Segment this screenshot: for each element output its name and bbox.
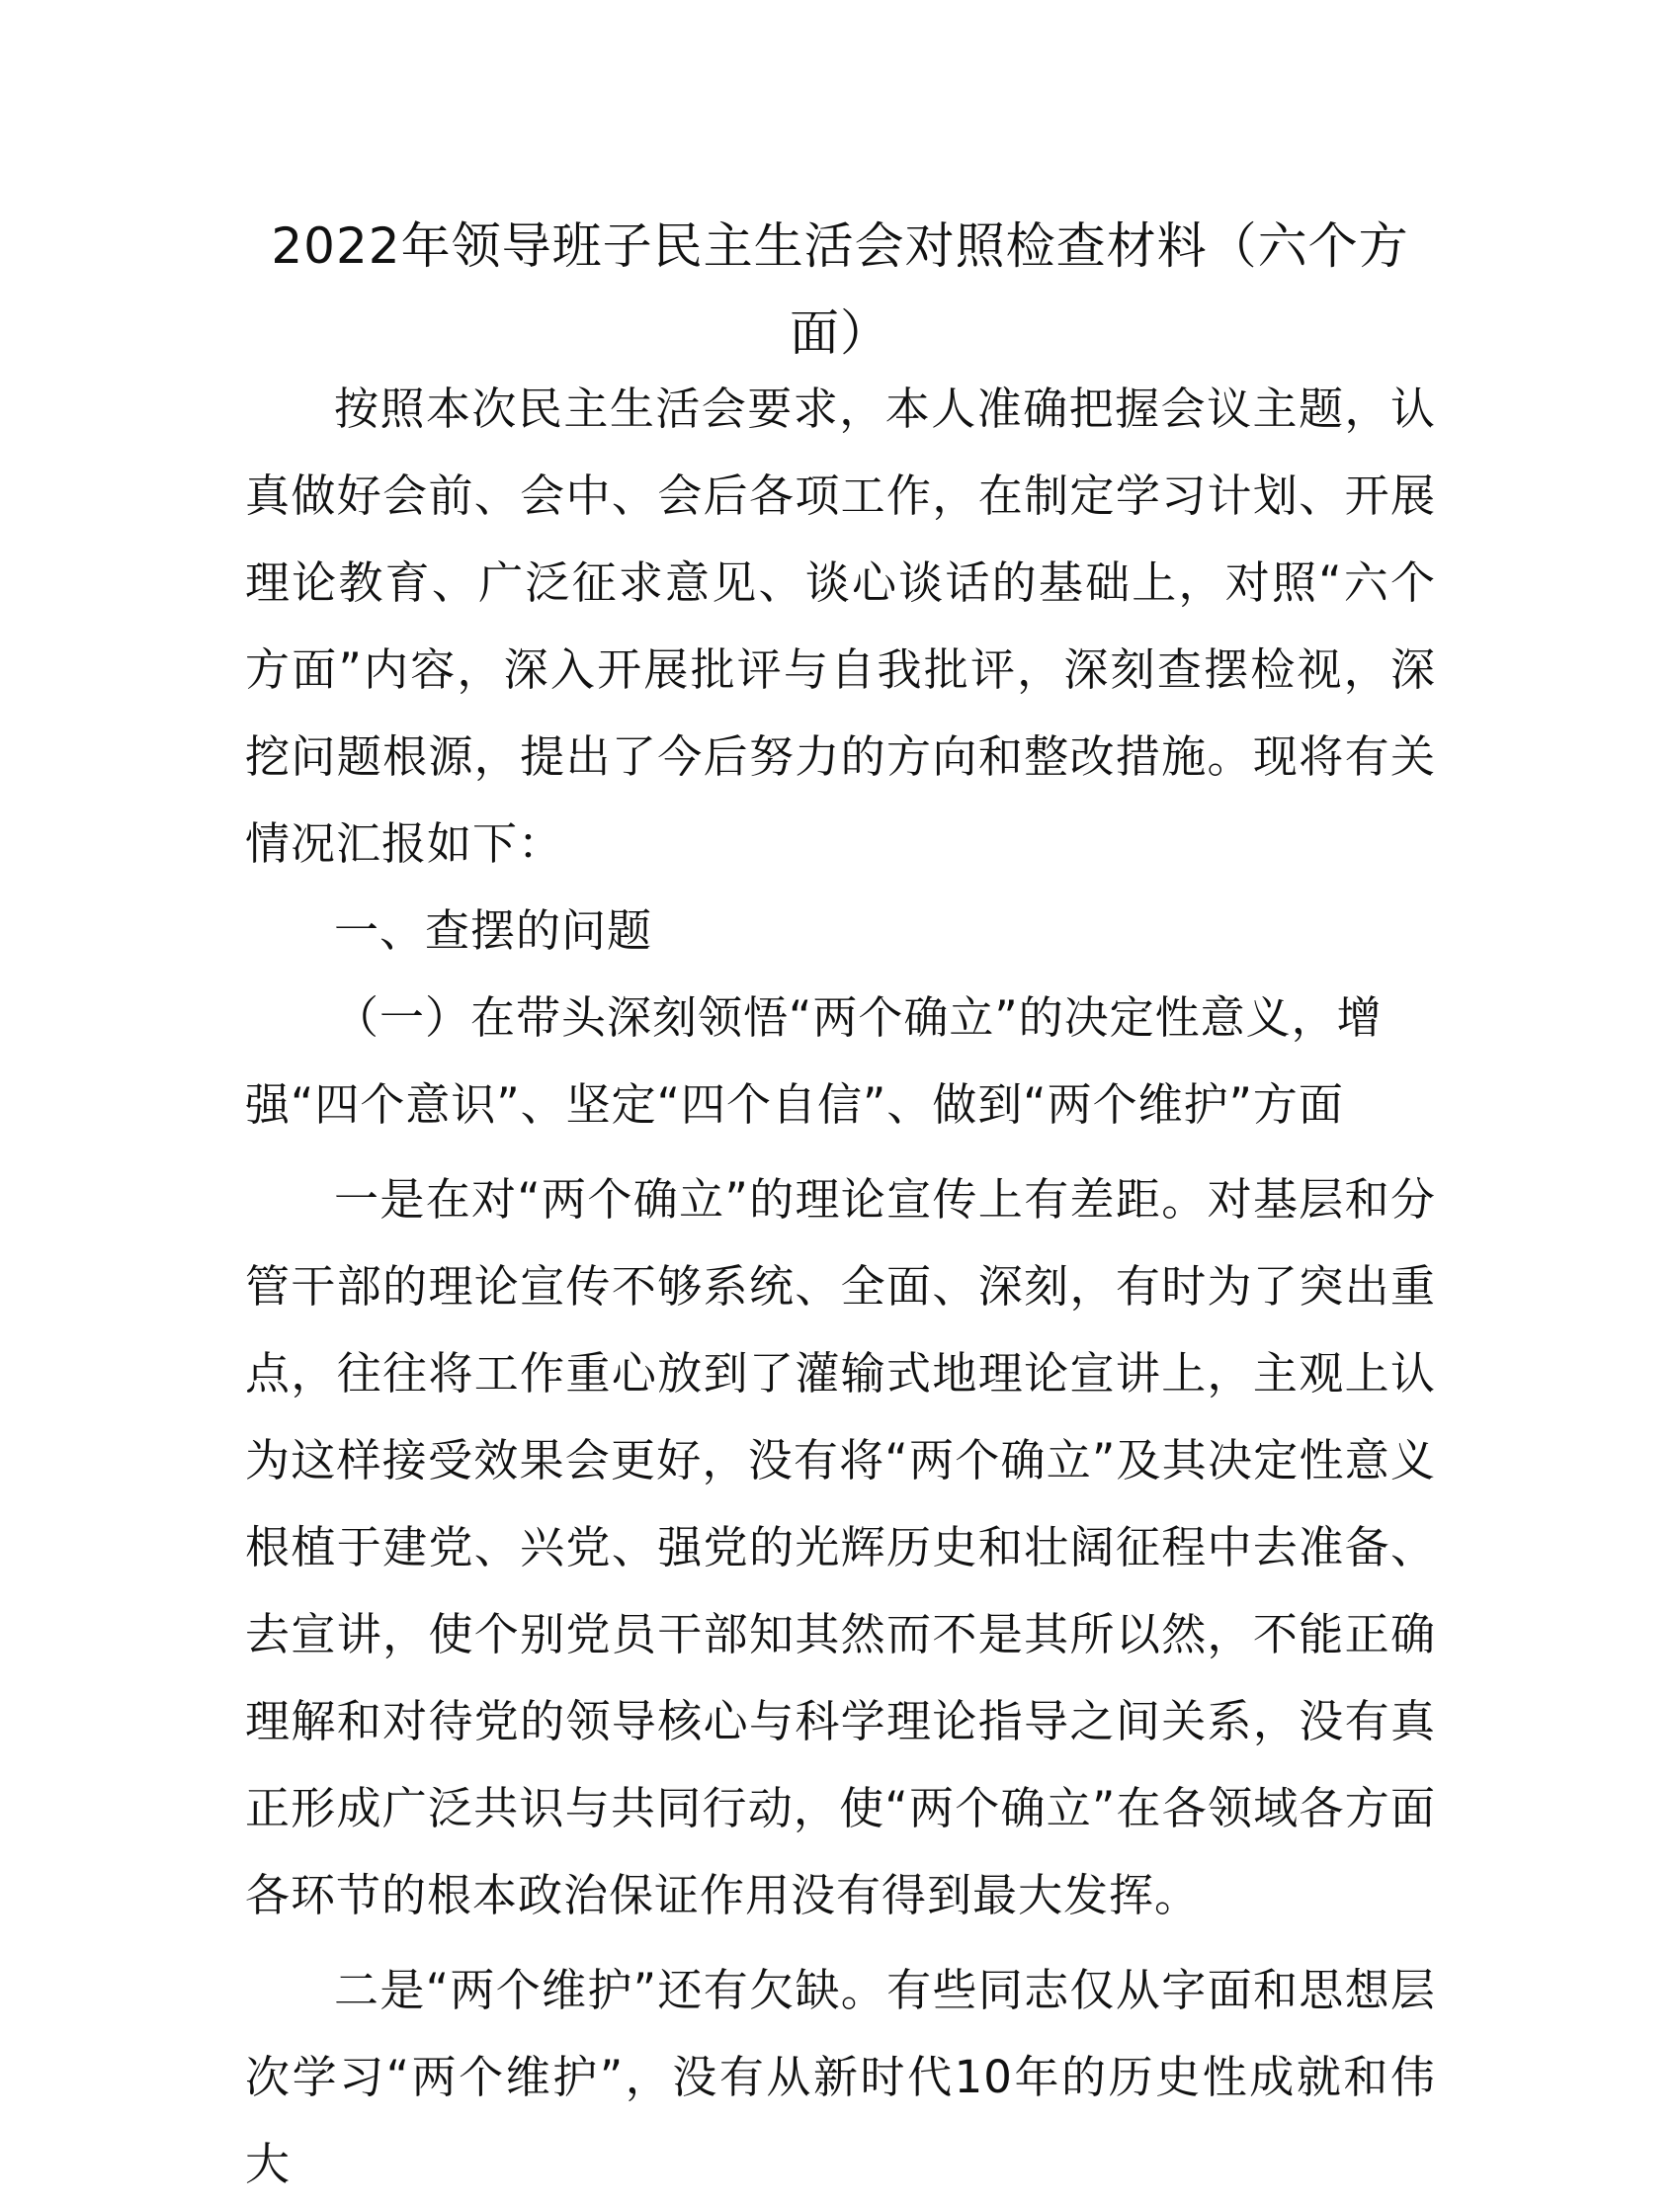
subsection-heading: （一）在带头深刻领悟“两个确立”的决定性意义，增强“四个意识”、坚定“四个自信”、做到“两个维护”方面 (245, 991, 1383, 1131)
document-title: 2022年领导班子民主生活会对照检查材料（六个方面） (271, 217, 1409, 362)
point-one-paragraph: 一是在对“两个确立”的理论宣传上有差距。对基层和分管干部的理论宣传不够系统、全面、深刻，有时为了突出重点，往往将工作重心放到了灌输式地理论宣讲上，主观上认为这样接受效果会更好，没有将“两个确立”及其决定性意义根植于建党、兴党、强党的光辉历史和壮阔征程中去准备、去宣讲，使个别党员干部知其然而不是其所以然，不能正确理解和对待党的领导核心与科学理论指导之间关系，没有真正形成广泛共识与共同行动，使“两个确立”在各领域各方面各环节的根本政治保证作用没有得到最大发挥。 (245, 1173, 1436, 1921)
intro-paragraph: 按照本次民主生活会要求，本人准确把握会议主题，认真做好会前、会中、会后各项工作，在制定学习计划、开展理论教育、广泛征求意见、谈心谈话的基础上，对照“六个方面”内容，深入开展批评与自我批评，深刻查摆检视，深挖问题根源，提出了今后努力的方向和整改措施。现将有关情况汇报如下： (245, 382, 1436, 870)
point-two-paragraph: 二是“两个维护”还有欠缺。有些同志仅从字面和思想层次学习“两个维护”，没有从新时代10年的历史性成就和伟大 (245, 1964, 1436, 2190)
document-body (245, 366, 1436, 2208)
section-heading: 一、查摆的问题 (334, 904, 653, 957)
